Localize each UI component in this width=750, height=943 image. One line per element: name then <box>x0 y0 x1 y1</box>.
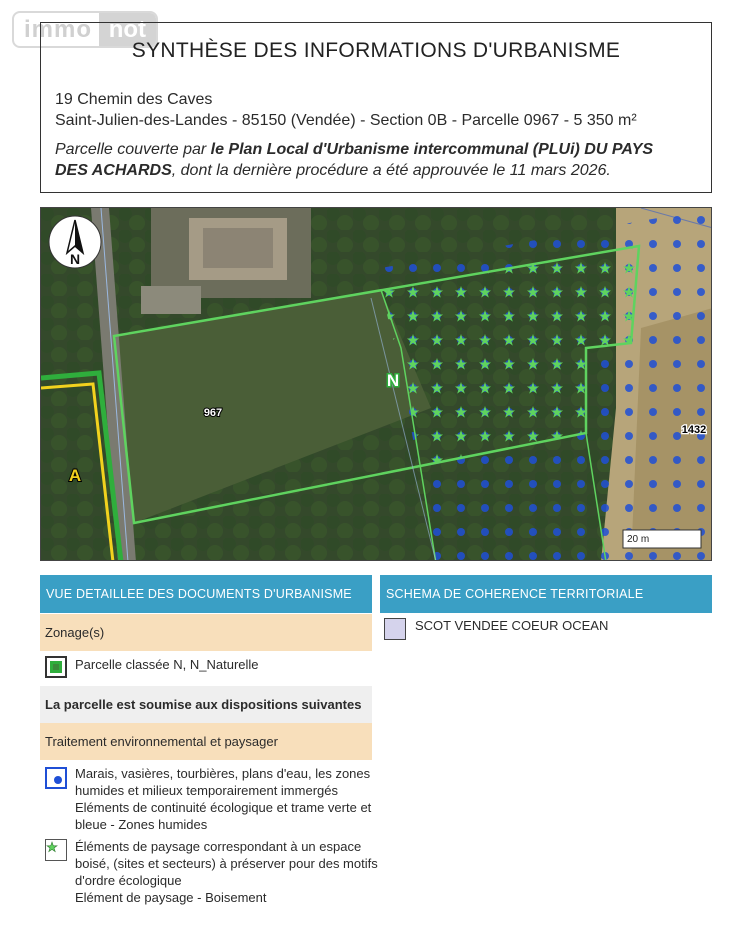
address-parcel-details: Saint-Julien-des-Landes - 85150 (Vendée) - Section 0B - Parcelle 0967 - 5 350 m² <box>55 112 637 129</box>
address-street: 19 Chemin des Caves <box>55 91 213 108</box>
scot-legend-icon <box>384 618 406 640</box>
wetland-legend-text <box>75 765 371 833</box>
right-panel-header: SCHEMA DE COHERENCE TERRITORIALE <box>380 575 712 613</box>
wetland-line-3: Eléments de continuité écologique et trame verte et <box>75 800 372 815</box>
logo-text-not: not <box>99 13 156 46</box>
zonage-section-title: Zonage(s) <box>40 614 372 651</box>
scale-label: 20 m <box>627 534 650 545</box>
plu-statement <box>55 139 671 181</box>
parcel-number-label: 967 <box>203 407 223 419</box>
zone-n-legend-icon <box>45 656 67 678</box>
wetland-line-2: humides et milieux temporairement immergés <box>75 783 338 798</box>
zonage-item-label: Parcelle classée N, N_Naturelle <box>75 657 259 672</box>
logo-text-immo: immo <box>24 15 93 43</box>
zone-a-label: A <box>68 466 82 485</box>
zone-n-label: N <box>386 371 400 390</box>
plu-name: le Plan Local d'Urbanisme intercommunal (PLUi) DU PAYS DES ACHARDS <box>55 141 654 179</box>
woodland-legend-icon <box>45 839 67 861</box>
woodland-line-2: boisé, (sites et secteurs) à préserver pour des motifs <box>75 856 378 871</box>
woodland-line-3: d'ordre écologique <box>75 873 182 888</box>
plu-suffix: , dont la dernière procédure a été approuvée le 11 mars 2026. <box>171 162 611 179</box>
compass-label: N <box>69 251 81 267</box>
wetland-line-1: Marais, vasières, tourbières, plans d'eau, les zones <box>75 766 371 781</box>
traitement-section-title: Traitement environnemental et paysager <box>40 723 372 760</box>
woodland-line-4: Elément de paysage - Boisement <box>75 890 267 905</box>
dispositions-title: La parcelle est soumise aux dispositions suivantes <box>40 686 372 723</box>
woodland-legend-text <box>75 838 378 906</box>
woodland-line-1: Éléments de paysage correspondant à un espace <box>75 839 362 854</box>
left-panel-header: VUE DETAILLEE DES DOCUMENTS D'URBANISME <box>40 575 372 613</box>
plu-prefix: Parcelle couverte par <box>55 141 211 158</box>
wetland-line-4: bleue - Zones humides <box>75 817 208 832</box>
neighbor-parcel-label: 1432 <box>681 424 707 436</box>
wetland-legend-icon <box>45 767 67 789</box>
info-header-box <box>40 22 712 193</box>
page-title: SYNTHÈSE DES INFORMATIONS D'URBANISME <box>131 39 621 62</box>
parcel-map[interactable] <box>40 207 712 561</box>
map-canvas <box>41 208 712 561</box>
scot-item-label: SCOT VENDEE COEUR OCEAN <box>415 618 609 633</box>
